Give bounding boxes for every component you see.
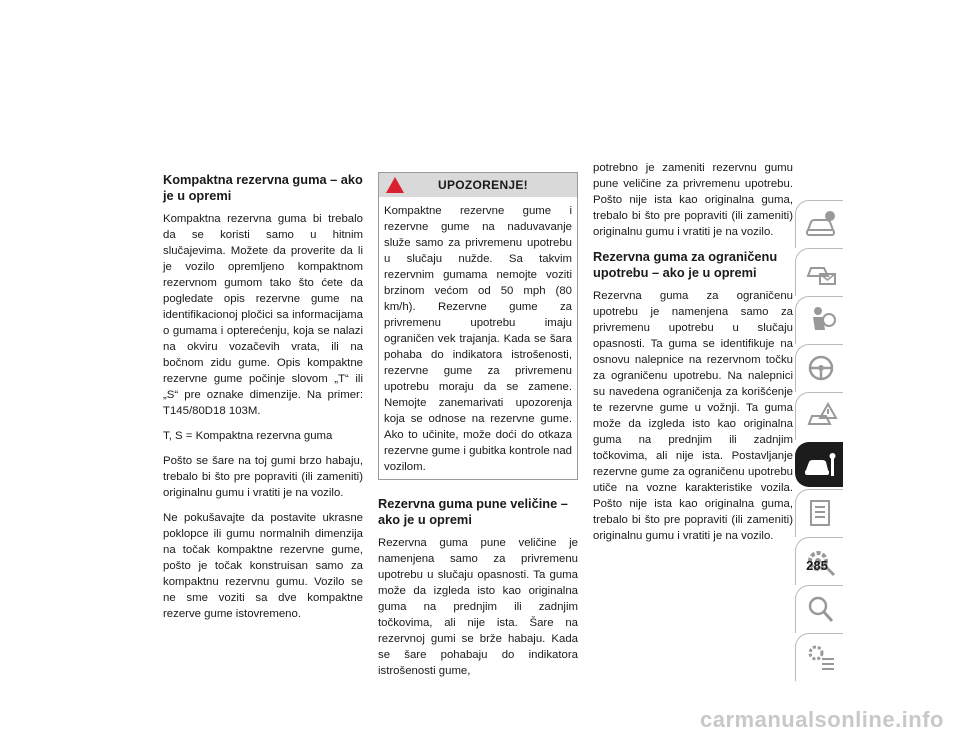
watermark: carmanualsonline.info [700,707,944,732]
steering-wheel-icon [804,352,838,384]
tab-warning[interactable] [795,392,843,440]
column-middle [378,172,578,688]
tab-steering[interactable] [795,344,843,392]
seatbelt-airbag-icon [804,304,838,336]
tab-specs[interactable] [795,489,843,537]
tab-car-info[interactable] [795,200,843,248]
paragraph: T, S = Kompaktna rezervna guma [163,430,333,442]
tab-safety[interactable] [795,296,843,344]
warning-box [378,172,578,480]
heading-limited-use-spare: Rezervna guma za ograničenu upotrebu – ako je u opremi [593,249,778,280]
car-tools-icon [804,450,838,482]
chapter-tabs [795,200,843,681]
magnifier-icon [804,593,838,625]
column-left [163,172,363,631]
tab-car-tools-active[interactable] [795,442,843,487]
car-mail-icon [804,256,838,288]
warning-body [379,197,577,479]
car-info-icon [804,208,838,240]
warning-header [379,173,577,197]
paragraph: Rezervna guma za ograničenu upotrebu je namenjena samo za privremenu upotrebu u slučaju opasnosti. Ta guma se identifikuje na osnovu nalepnice na rezervnom točku za ograničenu upotrebu. Na nalepnici su navedena ograničenja za korišćenje te rezervne gume u vožnji. Ta guma može da izgleda isto kao originalna guma na prednjim ili zadnjim točkovima, ali nije ista. Postavljanje rezervne gume za ograničenu upotrebu utiče na vozne karakteristike vozila. Pošto nije ista kao originalna guma, trebalo bi što pre popraviti (ili zameniti) originalnu gumu i vratiti je na vozilo. [593,290,793,542]
warning-car-icon [804,400,838,432]
tab-languages[interactable] [795,633,843,681]
heading-full-size-spare: Rezervna guma pune veličine – ako je u opremi [378,496,568,527]
paragraph: Kompaktna rezervna guma bi trebalo da se koristi samo u hitnim slučajevima. Možete da proverite da li je vozilo opremljeno kompaktnom rezervnom gumom tako što ćete da pogledate opis rezervne gume na identifikacionoj pločici sa informacijama o gumama i opterećenju, koja se nalazi na okviru vozačevih vrata, ili na bočnom zidu gume. Opis kompaktne rezervne gume počinje slovom „T“ ili „S“ pre oznake dimenzije. Na primer: T145/80D18 103M. [163,213,363,417]
paragraph: Rezervna guma pune veličine je namenjena samo za privremenu upotrebu u slučaju opasnosti. Ta guma može da izgleda isto kao originalna guma na prednjim ili zadnjim točkovima, ali nije ista. Šare na rezervnoj gumi se brže habaju. Kada se šare pohabaju do indikatora istrošenosti gume, [378,537,578,677]
warning-title: UPOZORENJE! [438,178,528,192]
warning-text: Kompaktne rezervne gume i rezervne gume na naduvavanje služe samo za privremenu upotrebu u slučaju nužde. Sa takvim rezervnim gumama nemojte voziti brzinom većom od 50 mph (80 km/h). Rezervne gume za privremenu upotrebu imaju ograničen vek trajanja. Kada se šara pohaba do indikatora istrošenosti, rezervne gume za privremenu upotrebu moraju da se zamene. Nemojte zanemarivati upozorenja koja se odnose na rezervne gume. Ako to učinite, može doći do otkaza rezervne gume i gubitka kontrole nad vozilom. [384,205,572,473]
column-right [593,160,793,553]
paragraph: Pošto se šare na toj gumi brzo habaju, trebalo bi što pre popraviti (ili zameniti) originalnu gumu i vratiti je na vozilo. [163,455,363,499]
tab-index[interactable] [795,585,843,633]
paragraph: Ne pokušavajte da postavite ukrasne poklopce ili gumu normalnih dimenzija na točak kompaktne rezervne gume, pošto je točak konstruisan samo za kompaktnu rezervnu gumu. Vozilo se ne sme voziti sa dve kompaktne rezerve gume istovremeno. [163,512,363,620]
page-number: 285 [806,558,828,573]
paragraph: potrebno je zameniti rezervnu gumu pune veličine za privremenu upotrebu. Pošto nije ista kao originalna guma, trebalo bi što pre popraviti (ili zameniti) originalnu gumu i vratiti je na vozilo. [593,162,793,238]
spec-sheet-icon [804,497,838,529]
heading-compact-spare: Kompaktna rezervna guma – ako je u opremi [163,172,363,203]
tab-car-mail[interactable] [795,248,843,296]
gear-list-icon [804,641,838,673]
